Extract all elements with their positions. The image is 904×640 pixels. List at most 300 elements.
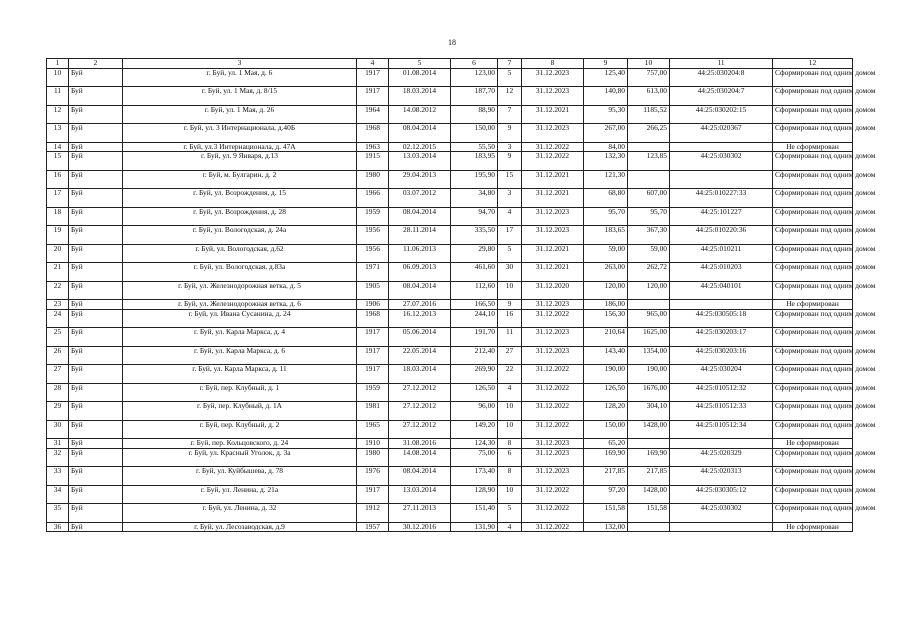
table-row (47, 263, 853, 282)
value-cell: 125,40 (584, 68, 628, 87)
due-date-cell: 31.12.2021 (522, 189, 584, 208)
row-number: 19 (47, 226, 69, 245)
count-cell: 5 (498, 68, 522, 87)
city-cell: Буй (69, 105, 123, 124)
year-cell: 1917 (357, 365, 389, 384)
table-row (47, 328, 853, 347)
area-cell: 96,00 (451, 402, 498, 421)
due-date-cell: 31.12.2022 (522, 142, 584, 152)
due-date-cell: 31.12.2022 (522, 383, 584, 402)
year-cell: 1956 (357, 226, 389, 245)
row-number: 30 (47, 420, 69, 439)
cadastral-number-cell: 44:25:020329 (670, 448, 773, 467)
address-cell: г. Буй, ул. Вологодская, д.83а (123, 263, 357, 282)
date-cell: 11.06.2013 (389, 244, 451, 263)
status-cell: Не сформирован (773, 522, 853, 532)
column-header: 2 (69, 59, 123, 69)
due-date-cell: 31.12.2023 (522, 300, 584, 310)
address-cell: г. Буй, ул. Железнодорожная ветка, д. 6 (123, 300, 357, 310)
date-cell: 05.06.2014 (389, 328, 451, 347)
column-header: 8 (522, 59, 584, 69)
date-cell: 08.04.2014 (389, 467, 451, 486)
cadastral-number-cell (670, 300, 773, 310)
count-cell: 10 (498, 420, 522, 439)
column-header: 10 (628, 59, 670, 69)
address-cell: г. Буй, ул. Красный Уголок, д. 3а (123, 448, 357, 467)
date-cell: 22.05.2014 (389, 346, 451, 365)
table-row (47, 485, 853, 504)
value-cell: 217,85 (584, 467, 628, 486)
year-cell: 1963 (357, 142, 389, 152)
row-number: 16 (47, 170, 69, 189)
area-cell: 131,90 (451, 522, 498, 532)
date-cell: 01.08.2014 (389, 68, 451, 87)
value-cell: 65,20 (584, 439, 628, 449)
due-date-cell: 31.12.2022 (522, 522, 584, 532)
count-cell: 10 (498, 402, 522, 421)
cadastral-number-cell (670, 170, 773, 189)
value-cell: 97,20 (584, 485, 628, 504)
due-date-cell: 31.12.2021 (522, 170, 584, 189)
row-number: 18 (47, 207, 69, 226)
address-cell: г. Буй, ул.3 Интернационала, д. 47А (123, 142, 357, 152)
cadastral-number-cell: 44:25:030305:12 (670, 485, 773, 504)
status-cell: Сформирован под одним домом (773, 485, 853, 504)
cadastral-number-cell: 44:25:010220:36 (670, 226, 773, 245)
status-cell: Не сформирован (773, 142, 853, 152)
land-area-cell (628, 300, 670, 310)
row-number: 34 (47, 485, 69, 504)
cadastral-number-cell: 44:25:101227 (670, 207, 773, 226)
table-row (47, 68, 853, 87)
table-row (47, 309, 853, 328)
due-date-cell: 31.12.2022 (522, 309, 584, 328)
due-date-cell: 31.12.2023 (522, 467, 584, 486)
address-cell: г. Буй, ул. 1 Мая, д. 26 (123, 105, 357, 124)
cadastral-number-cell: 44:25:040101 (670, 281, 773, 300)
count-cell: 16 (498, 309, 522, 328)
status-cell: Сформирован под одним домом (773, 448, 853, 467)
count-cell: 9 (498, 300, 522, 310)
row-number: 24 (47, 309, 69, 328)
status-cell: Сформирован под одним домом (773, 504, 853, 523)
year-cell: 1976 (357, 467, 389, 486)
area-cell: 187,70 (451, 87, 498, 106)
date-cell: 27.11.2013 (389, 504, 451, 523)
value-cell: 59,00 (584, 244, 628, 263)
date-cell: 28.11.2014 (389, 226, 451, 245)
area-cell: 55,50 (451, 142, 498, 152)
table-row (47, 448, 853, 467)
value-cell: 151,58 (584, 504, 628, 523)
table-row (47, 439, 853, 449)
year-cell: 1957 (357, 522, 389, 532)
row-number: 23 (47, 300, 69, 310)
land-area-cell: 1185,52 (628, 105, 670, 124)
table-row (47, 152, 853, 171)
count-cell: 15 (498, 170, 522, 189)
count-cell: 3 (498, 189, 522, 208)
year-cell: 1915 (357, 152, 389, 171)
row-number: 27 (47, 365, 69, 384)
table-row (47, 346, 853, 365)
area-cell: 269,90 (451, 365, 498, 384)
date-cell: 13.03.2014 (389, 152, 451, 171)
date-cell: 31.08.2016 (389, 439, 451, 449)
count-cell: 11 (498, 328, 522, 347)
column-header: 6 (451, 59, 498, 69)
land-area-cell: 613,00 (628, 87, 670, 106)
status-cell: Сформирован под одним домом (773, 207, 853, 226)
table-row (47, 402, 853, 421)
table-row (47, 383, 853, 402)
land-area-cell: 59,00 (628, 244, 670, 263)
city-cell: Буй (69, 207, 123, 226)
due-date-cell: 31.12.2021 (522, 263, 584, 282)
area-cell: 183,95 (451, 152, 498, 171)
year-cell: 1981 (357, 402, 389, 421)
table-row (47, 226, 853, 245)
area-cell: 34,80 (451, 189, 498, 208)
value-cell: 169,90 (584, 448, 628, 467)
row-number: 15 (47, 152, 69, 171)
date-cell: 14.08.2012 (389, 105, 451, 124)
land-area-cell: 1428,00 (628, 420, 670, 439)
area-cell: 166,50 (451, 300, 498, 310)
count-cell: 4 (498, 522, 522, 532)
cadastral-number-cell: 44:25:030203:17 (670, 328, 773, 347)
table-row (47, 300, 853, 310)
land-area-cell: 123,85 (628, 152, 670, 171)
area-cell: 75,00 (451, 448, 498, 467)
city-cell: Буй (69, 402, 123, 421)
row-number: 33 (47, 467, 69, 486)
value-cell: 156,30 (584, 309, 628, 328)
city-cell: Буй (69, 244, 123, 263)
column-header: 1 (47, 59, 69, 69)
area-cell: 335,50 (451, 226, 498, 245)
count-cell: 6 (498, 448, 522, 467)
due-date-cell: 31.12.2022 (522, 504, 584, 523)
status-cell: Не сформирован (773, 439, 853, 449)
due-date-cell: 31.12.2023 (522, 226, 584, 245)
cadastral-number-cell: 44:25:010203 (670, 263, 773, 282)
cadastral-number-cell: 44:25:010512:32 (670, 383, 773, 402)
year-cell: 1980 (357, 170, 389, 189)
count-cell: 3 (498, 142, 522, 152)
city-cell: Буй (69, 281, 123, 300)
due-date-cell: 31.12.2022 (522, 152, 584, 171)
date-cell: 27.12.2012 (389, 383, 451, 402)
due-date-cell: 31.12.2023 (522, 124, 584, 143)
date-cell: 06.09.2013 (389, 263, 451, 282)
row-number: 10 (47, 68, 69, 87)
due-date-cell: 31.12.2023 (522, 448, 584, 467)
row-number: 14 (47, 142, 69, 152)
due-date-cell: 31.12.2022 (522, 485, 584, 504)
table-row (47, 170, 853, 189)
land-area-cell (628, 170, 670, 189)
count-cell: 12 (498, 87, 522, 106)
land-area-cell: 266,25 (628, 124, 670, 143)
table-row (47, 365, 853, 384)
value-cell: 95,30 (584, 105, 628, 124)
land-area-cell: 262,72 (628, 263, 670, 282)
status-cell: Сформирован под одним домом (773, 152, 853, 171)
year-cell: 1971 (357, 263, 389, 282)
city-cell: Буй (69, 226, 123, 245)
address-cell: г. Буй, ул. Вологодская, д.62 (123, 244, 357, 263)
status-cell: Сформирован под одним домом (773, 87, 853, 106)
cadastral-number-cell: 44:25:030505:18 (670, 309, 773, 328)
value-cell: 210,64 (584, 328, 628, 347)
value-cell: 95,70 (584, 207, 628, 226)
status-cell: Сформирован под одним домом (773, 124, 853, 143)
status-cell: Сформирован под одним домом (773, 365, 853, 384)
land-area-cell: 95,70 (628, 207, 670, 226)
value-cell: 132,30 (584, 152, 628, 171)
table-row (47, 504, 853, 523)
value-cell: 128,20 (584, 402, 628, 421)
row-number: 31 (47, 439, 69, 449)
due-date-cell: 31.12.2022 (522, 402, 584, 421)
cadastral-number-cell: 44:25:020313 (670, 467, 773, 486)
value-cell: 120,00 (584, 281, 628, 300)
area-cell: 195,90 (451, 170, 498, 189)
column-header: 9 (584, 59, 628, 69)
cadastral-number-cell: 44:25:030203:16 (670, 346, 773, 365)
table-row (47, 522, 853, 532)
year-cell: 1917 (357, 346, 389, 365)
year-cell: 1959 (357, 383, 389, 402)
count-cell: 30 (498, 263, 522, 282)
date-cell: 27.12.2012 (389, 420, 451, 439)
year-cell: 1910 (357, 439, 389, 449)
column-header: 3 (123, 59, 357, 69)
land-area-cell: 1676,00 (628, 383, 670, 402)
area-cell: 124,30 (451, 439, 498, 449)
address-cell: г. Буй, ул. Возрождения, д. 28 (123, 207, 357, 226)
value-cell: 263,00 (584, 263, 628, 282)
due-date-cell: 31.12.2023 (522, 439, 584, 449)
due-date-cell: 31.12.2021 (522, 244, 584, 263)
status-cell: Сформирован под одним домом (773, 263, 853, 282)
address-cell: г. Буй, пер. Клубный, д. 1А (123, 402, 357, 421)
due-date-cell: 31.12.2023 (522, 328, 584, 347)
count-cell: 4 (498, 383, 522, 402)
due-date-cell: 31.12.2023 (522, 68, 584, 87)
column-header: 5 (389, 59, 451, 69)
count-cell: 5 (498, 244, 522, 263)
table-row (47, 87, 853, 106)
address-cell: г. Буй, ул. 1 Мая, д. 8/15 (123, 87, 357, 106)
land-area-cell: 120,00 (628, 281, 670, 300)
value-cell: 150,00 (584, 420, 628, 439)
area-cell: 149,20 (451, 420, 498, 439)
column-header: 4 (357, 59, 389, 69)
due-date-cell: 31.12.2023 (522, 346, 584, 365)
value-cell: 84,00 (584, 142, 628, 152)
row-number: 36 (47, 522, 69, 532)
count-cell: 10 (498, 281, 522, 300)
row-number: 26 (47, 346, 69, 365)
year-cell: 1966 (357, 189, 389, 208)
header-row (47, 59, 853, 69)
row-number: 25 (47, 328, 69, 347)
row-number: 11 (47, 87, 69, 106)
count-cell: 4 (498, 207, 522, 226)
year-cell: 1905 (357, 281, 389, 300)
table-row (47, 281, 853, 300)
status-cell: Сформирован под одним домом (773, 346, 853, 365)
city-cell: Буй (69, 504, 123, 523)
city-cell: Буй (69, 152, 123, 171)
cadastral-number-cell: 44:25:010512:33 (670, 402, 773, 421)
land-area-cell: 965,00 (628, 309, 670, 328)
due-date-cell: 31.12.2023 (522, 87, 584, 106)
count-cell: 27 (498, 346, 522, 365)
date-cell: 13.03.2014 (389, 485, 451, 504)
area-cell: 212,40 (451, 346, 498, 365)
date-cell: 03.07.2012 (389, 189, 451, 208)
status-cell: Сформирован под одним домом (773, 309, 853, 328)
city-cell: Буй (69, 170, 123, 189)
table-row (47, 244, 853, 263)
land-area-cell (628, 522, 670, 532)
year-cell: 1917 (357, 485, 389, 504)
count-cell: 8 (498, 439, 522, 449)
land-area-cell: 169,90 (628, 448, 670, 467)
year-cell: 1917 (357, 68, 389, 87)
value-cell: 190,00 (584, 365, 628, 384)
table-row (47, 189, 853, 208)
status-cell: Не сформирован (773, 300, 853, 310)
year-cell: 1964 (357, 105, 389, 124)
city-cell: Буй (69, 142, 123, 152)
cadastral-number-cell: 44:25:030204 (670, 365, 773, 384)
date-cell: 08.04.2014 (389, 207, 451, 226)
cadastral-number-cell: 44:25:010512:34 (670, 420, 773, 439)
date-cell: 08.04.2014 (389, 124, 451, 143)
land-area-cell: 367,30 (628, 226, 670, 245)
land-area-cell: 1625,00 (628, 328, 670, 347)
address-cell: г. Буй, ул. Ленина, д. 32 (123, 504, 357, 523)
status-cell: Сформирован под одним домом (773, 170, 853, 189)
cadastral-number-cell (670, 439, 773, 449)
address-cell: г. Буй, ул. Вологодская, д. 24а (123, 226, 357, 245)
count-cell: 9 (498, 124, 522, 143)
date-cell: 27.12.2012 (389, 402, 451, 421)
row-number: 29 (47, 402, 69, 421)
value-cell: 68,80 (584, 189, 628, 208)
address-cell: г. Буй, ул. 1 Мая, д. 6 (123, 68, 357, 87)
due-date-cell: 31.12.2021 (522, 105, 584, 124)
status-cell: Сформирован под одним домом (773, 467, 853, 486)
status-cell: Сформирован под одним домом (773, 383, 853, 402)
column-header: 7 (498, 59, 522, 69)
year-cell: 1980 (357, 448, 389, 467)
city-cell: Буй (69, 448, 123, 467)
row-number: 22 (47, 281, 69, 300)
status-cell: Сформирован под одним домом (773, 328, 853, 347)
year-cell: 1917 (357, 87, 389, 106)
area-cell: 461,60 (451, 263, 498, 282)
area-cell: 151,40 (451, 504, 498, 523)
city-cell: Буй (69, 189, 123, 208)
row-number: 28 (47, 383, 69, 402)
city-cell: Буй (69, 263, 123, 282)
count-cell: 7 (498, 105, 522, 124)
address-cell: г. Буй, ул. Возрождения, д. 15 (123, 189, 357, 208)
city-cell: Буй (69, 68, 123, 87)
area-cell: 123,00 (451, 68, 498, 87)
city-cell: Буй (69, 300, 123, 310)
date-cell: 14.08.2014 (389, 448, 451, 467)
year-cell: 1956 (357, 244, 389, 263)
table-row (47, 124, 853, 143)
count-cell: 9 (498, 152, 522, 171)
date-cell: 02.12.2015 (389, 142, 451, 152)
area-cell: 128,90 (451, 485, 498, 504)
date-cell: 29.04.2013 (389, 170, 451, 189)
value-cell: 132,00 (584, 522, 628, 532)
due-date-cell: 31.12.2020 (522, 281, 584, 300)
land-area-cell: 217,85 (628, 467, 670, 486)
land-area-cell: 151,58 (628, 504, 670, 523)
city-cell: Буй (69, 420, 123, 439)
table-row (47, 420, 853, 439)
table-row (47, 467, 853, 486)
area-cell: 191,70 (451, 328, 498, 347)
area-cell: 150,00 (451, 124, 498, 143)
year-cell: 1917 (357, 328, 389, 347)
land-area-cell: 1354,00 (628, 346, 670, 365)
address-cell: г. Буй, ул. Куйбышева, д. 78 (123, 467, 357, 486)
city-cell: Буй (69, 328, 123, 347)
row-number: 32 (47, 448, 69, 467)
address-cell: г. Буй, ул. Железнодорожная ветка, д. 5 (123, 281, 357, 300)
land-area-cell: 304,10 (628, 402, 670, 421)
cadastral-number-cell: 44:25:030302 (670, 504, 773, 523)
date-cell: 30.12.2016 (389, 522, 451, 532)
status-cell: Сформирован под одним домом (773, 281, 853, 300)
year-cell: 1912 (357, 504, 389, 523)
due-date-cell: 31.12.2022 (522, 420, 584, 439)
address-cell: г. Буй, ул. Лесозаводская, д.9 (123, 522, 357, 532)
cadastral-number-cell: 44:25:030204:8 (670, 68, 773, 87)
address-cell: г. Буй, пер. Кольцовского, д. 24 (123, 439, 357, 449)
row-number: 21 (47, 263, 69, 282)
value-cell: 143,40 (584, 346, 628, 365)
column-header: 12 (773, 59, 853, 69)
area-cell: 173,40 (451, 467, 498, 486)
status-cell: Сформирован под одним домом (773, 402, 853, 421)
address-cell: г. Буй, ул. Карла Маркса, д. 11 (123, 365, 357, 384)
city-cell: Буй (69, 124, 123, 143)
city-cell: Буй (69, 346, 123, 365)
table-row (47, 207, 853, 226)
year-cell: 1906 (357, 300, 389, 310)
date-cell: 18.03.2014 (389, 365, 451, 384)
address-cell: г. Буй, ул. Карла Маркса, д. 4 (123, 328, 357, 347)
date-cell: 16.12.2013 (389, 309, 451, 328)
city-cell: Буй (69, 439, 123, 449)
cadastral-number-cell: 44:25:010211 (670, 244, 773, 263)
count-cell: 10 (498, 485, 522, 504)
page-number: 18 (448, 38, 456, 47)
count-cell: 5 (498, 504, 522, 523)
land-area-cell: 757,00 (628, 68, 670, 87)
